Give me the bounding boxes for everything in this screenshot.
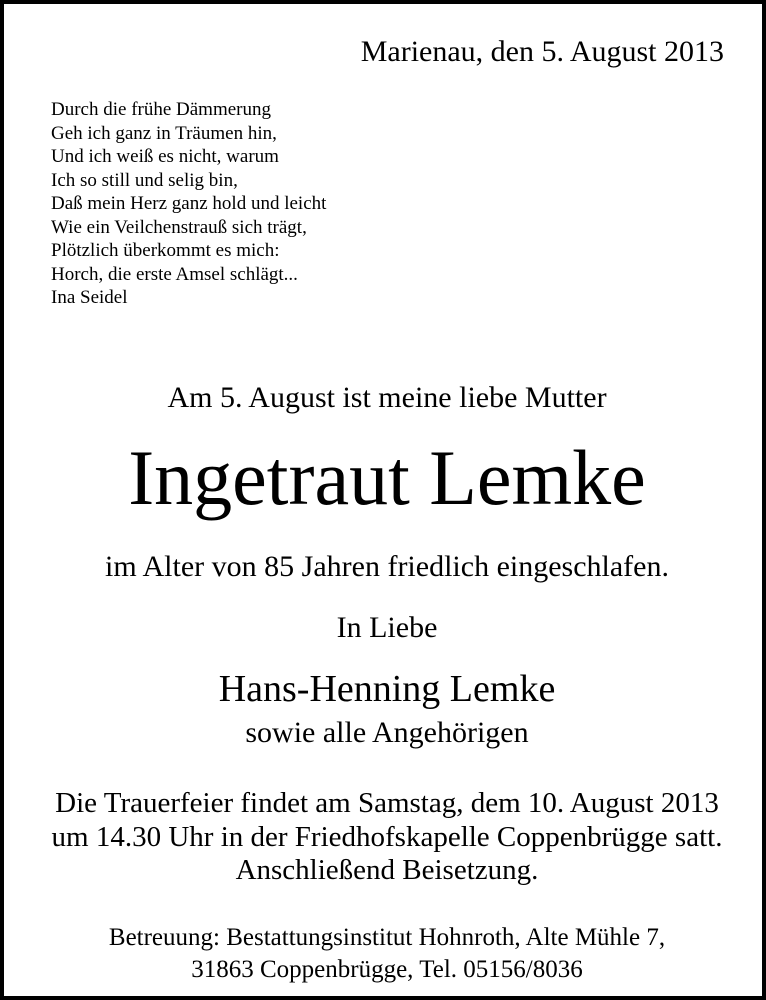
age-text: im Alter von 85 Jahren friedlich eingeschlafen.	[105, 550, 669, 583]
poem-line: Geh ich ganz in Träumen hin,	[51, 122, 277, 144]
poem-line: Durch die frühe Dämmerung	[51, 99, 272, 120]
place-date: Marienau, den 5. August 2013	[360, 35, 724, 68]
poem-line: Plötzlich überkommt es mich:	[51, 240, 280, 261]
poem-line: Und ich weiß es nicht, warum	[51, 146, 279, 167]
announcement-intro: Am 5. August ist meine liebe Mutter	[167, 381, 607, 414]
poem-line: Daß mein Herz ganz hold und leicht	[51, 193, 327, 214]
in-love-text: In Liebe	[336, 611, 438, 644]
mourner-name: Hans-Henning Lemke	[218, 668, 556, 710]
funeral-line: Die Trauerfeier findet am Samstag, dem 10. August 2013	[55, 787, 719, 819]
poem-line: Ich so still und selig bin,	[51, 169, 238, 191]
funeral-details	[4, 787, 766, 888]
relatives-text: sowie alle Angehörigen	[245, 716, 529, 749]
funeral-line: Anschließend Beisetzung.	[235, 854, 539, 886]
poem	[51, 98, 326, 310]
undertaker-line: 31863 Coppenbrügge, Tel. 05156/8036	[191, 956, 583, 983]
poem-line: Horch, die erste Amsel schlägt...	[51, 263, 298, 285]
funeral-line: um 14.30 Uhr in der Friedhofskapelle Coppenbrügge satt.	[51, 820, 723, 853]
deceased-name: Ingetraut Lemke	[128, 434, 646, 521]
poem-line: Wie ein Veilchenstrauß sich trägt,	[51, 216, 307, 238]
poem-author: Ina Seidel	[51, 287, 128, 308]
undertaker-details	[4, 922, 766, 986]
undertaker-line: Betreuung: Bestattungsinstitut Hohnroth, Alte Mühle 7,	[108, 924, 666, 951]
